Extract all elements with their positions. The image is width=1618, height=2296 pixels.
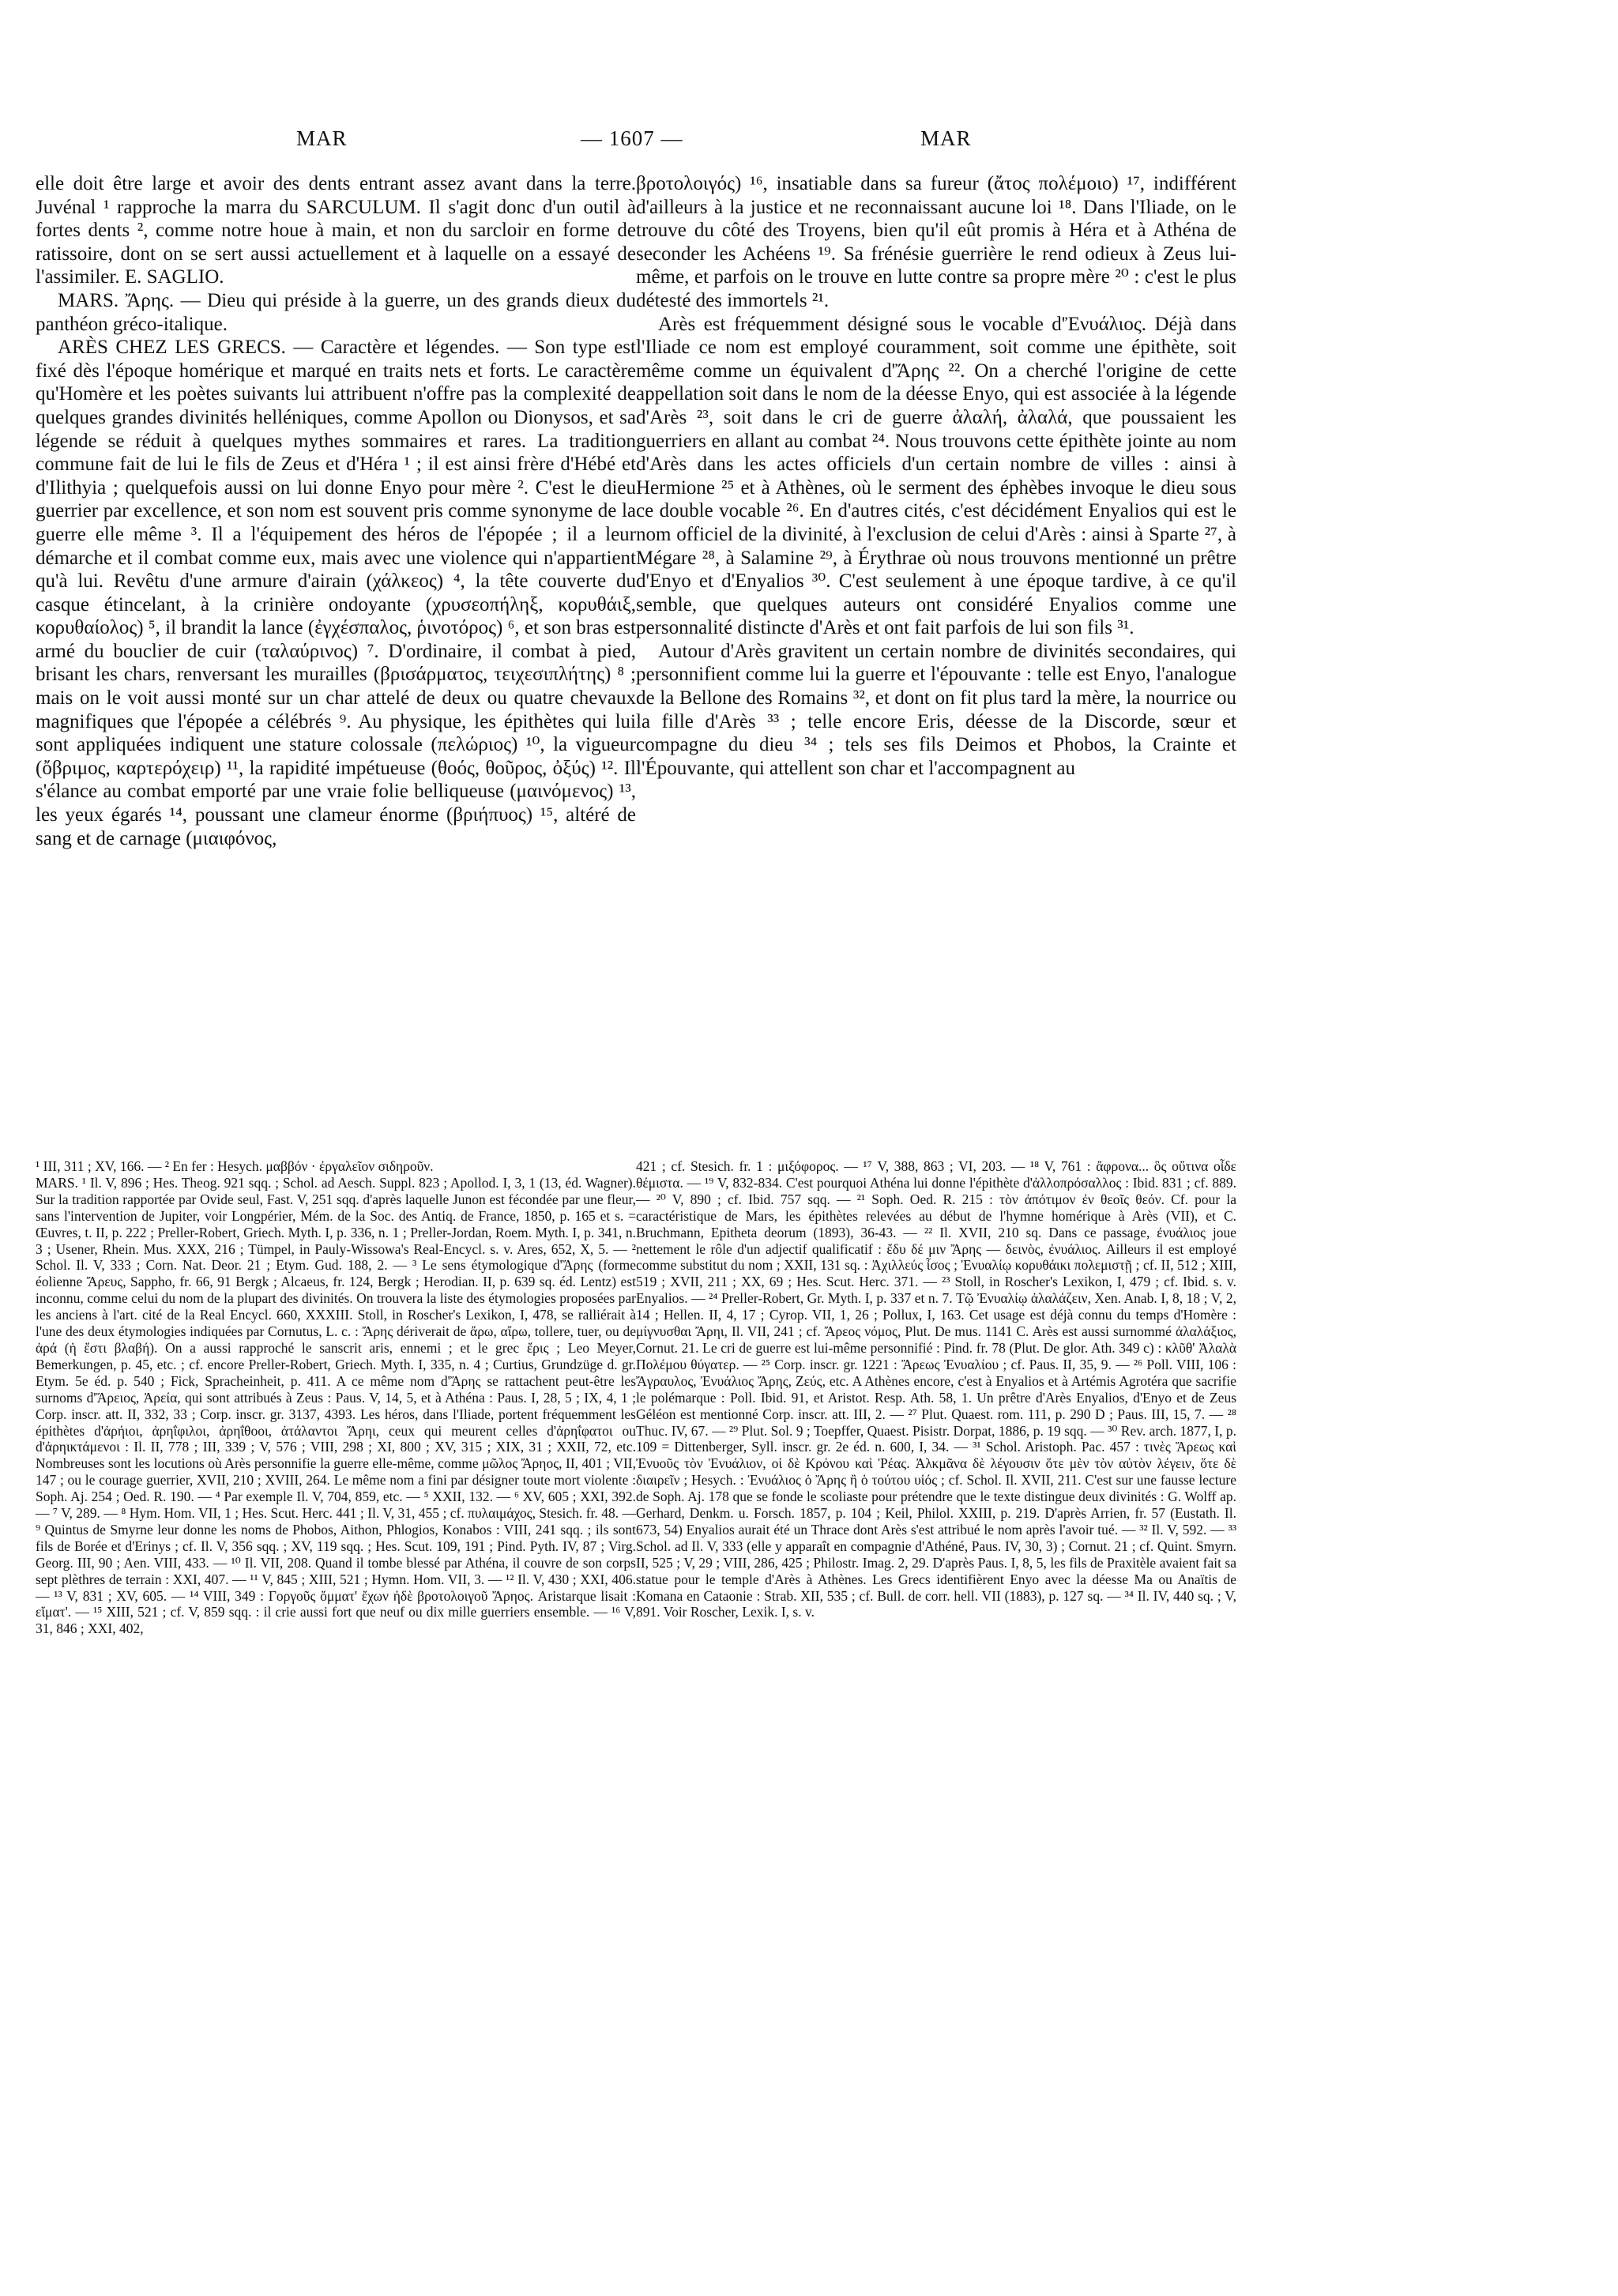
right-column — [636, 172, 1236, 780]
paragraph: elle doit être large et avoir des dents entrant assez avant dans la terre. Juvénal ¹ rapproche la marra du SARCULUM. Il s'agit donc d'un outil à fortes dents ², comme notre houe à main, et non du sarcloir en forme de ratissoire, dont on se sert aussi actuellement et à laquelle on a essayé de l'assimiler. E. SAGLIO. — [36, 173, 636, 288]
footnote: ¹ III, 311 ; XV, 166. — ² En fer : Hesych. μαββόν · ἐργαλεῖον σιδηροῦν. — [36, 1158, 434, 1174]
footnote: 421 ; cf. Stesich. fr. 1 : μιξόφορος. — ¹⁷ V, 388, 863 ; VI, 203. — ¹⁸ V, 761 : ἄφρονα... ὃς οὔτινα οἶδε θέμιστα. — ¹⁹ V, 832-834. C'est pourquoi Athéna lui donne l'épithète d'ἀλλοπρόσαλλος : Ibid. 831 ; cf. 889. — ²⁰ V, 890 ; cf. Ibid. 757 sqq. — ²¹ Soph. Oed. R. 215 : τὸν ἀπότιμον ἐν θεοῖς θεόν. Cf. pour la caractéristique de Mars, les épithètes relevées au début de l'hymne homérique à Arès (VII), et C. Bruchmann, Epitheta deorum (1893), 36-43. — ²² Il. XVII, 210 sq. Dans ce passage, ἐνυάλιος joue nettement le rôle d'un adjectif qualificatif : ἔδυ δέ μιν Ἄρης — δεινὸς, ἐνυάλιος. Ailleurs il est employé comme substitut du nom ; XXII, 131 sq. : Ἀχιλλεύς ἶσος ; Ἐνυαλίῳ κορυθάικι πολεμιστῇ ; cf. II, 512 ; XIII, 519 ; XVII, 211 ; XX, 69 ; Hes. Scut. Herc. 371. — ²³ Stoll, in Roscher's Lexikon, I, 479 ; cf. Ibid. s. v. Enyalios. — ²⁴ Preller-Robert, Gr. Myth. I, p. 337 et n. 7. Τῷ Ἐνυαλίῳ ἀλαλάζειν, Xen. Anab. I, 8, 18 ; V, 2, 14 ; Hellen. II, 4, 17 ; Cyrop. VII, 1, 26 ; Pollux, I, 163. Cet usage est déjà connu du temps d'Homère : μίγνυσθαι Ἄρηι, Il. VII, 241 ; cf. Ἄρεος νόμος, Plut. De mus. 1141 C. Arès est aussi surnommé ἀλαλάξιος, Cornut. 21. Le cri de guerre est lui-même personnifié : Pind. fr. 78 (Plut. De glor. Ath. 349 c) : κλῦθ' Ἀλαλὰ Πολέμου θύγατερ. — ²⁵ Corp. inscr. gr. 1221 : Ἄρεως Ἐνυαλίου ; cf. Paus. II, 35, 9. — ²⁶ Poll. VIII, 106 : Ἄγραυλος, Ἐνυάλιος Ἄρης, Ζεύς, etc. A Athènes encore, c'est à Enyalios et à Artémis Agrotéra que sacrifie le polémarque : Poll. Ibid. 91, et Aristot. Resp. Ath. 58, 1. Un prêtre d'Arès Enyalios, d'Enyo et de Zeus Géléon est mentionné Corp. inscr. att. III, 2. — ²⁷ Plut. Quaest. rom. 111, p. 290 D ; Paus. III, 15, 7. — ²⁸ Thuc. IV, 67. — ²⁹ Plut. Sol. 9 ; Toepffer, Quaest. Pisistr. Dorpat, 1886, p. 19 sqq. — ³⁰ Rev. arch. 1877, I, p. 109 = Dittenberger, Syll. inscr. gr. 2e éd. n. 600, I, 34. — ³¹ Schol. Aristoph. Pac. 457 : τινὲς Ἄρεως καὶ Ἐνυοῦς τὸν Ἐνυάλιον, οἱ δὲ Κρόνου καὶ Ῥέας. Ἀλκμᾶνα δὲ λέγουσιν ὅτε μὲν τὸν αὐτὸν λέγειν, ὅτε δὲ διαιρεῖν ; Hesych. : Ἐνυάλιος ὁ Ἄρης ἢ ὁ τούτου υἱός ; cf. Schol. Il. XVII, 211. C'est sur une fausse lecture de Soph. Aj. 178 que se fonde le scoliaste pour prétendre que le texte distingue deux divinités : G. Wolff ap. Gerhard, Denkm. u. Forsch. 1857, p. 104 ; Keil, Philol. XXIII, p. 219. D'après Arrien, fr. 57 (Eustath. Il. 673, 54) Enyalios aurait été un Thrace dont Arès s'est attribué le nom après l'avoir tué. — ³² Il. V, 592. — ³³ Schol. ad Il. V, 333 (elle y apparaît en compagnie d'Athéné, Paus. IV, 30, 3) ; Cornut. 21 ; cf. Quint. Smyrn. II, 525 ; V, 29 ; VIII, 286, 425 ; Philostr. Imag. 2, 29. D'après Paus. I, 8, 5, les fils de Praxitèle avaient fait sa statue pour le temple d'Arès à Athènes. Les Grecs identifièrent Enyo avec la déesse Ma ou Anaïtis de Komana en Cataonie : Strab. XII, 535 ; cf. Bull. de corr. hell. VII (1883), p. 127 sq. — ³⁴ Il. IV, 440 sq. ; V, 891. Voir Roscher, Lexik. I, s. v. — [636, 1158, 1236, 1620]
left-column — [36, 172, 636, 850]
paragraph: βροτολοιγός) ¹⁶, insatiable dans sa fureur (ἄτος πολέμοιο) ¹⁷, indifférent d'ailleurs à la justice et ne reconnaissant aucune loi ¹⁸. Dans l'Iliade, on le trouve du côté des Troyens, bien qu'il eût promis à Héra et à Athéna de seconder les Achéens ¹⁹. Sa frénésie guerrière le rend odieux à Zeus lui-même, et parfois on le trouve en lutte contre sa propre mère ²⁰ : c'est le plus détesté des immortels ²¹. — [636, 173, 1236, 311]
footnotes-right — [636, 1158, 1236, 1620]
footnote: MARS. ¹ Il. V, 896 ; Hes. Theog. 921 sqq. ; Schol. ad Aesch. Suppl. 823 ; Apollod. I, 3, 1 (13, éd. Wagner). Sur la tradition rapportée par Ovide seul, Fast. V, 251 sqq. d'après laquelle Junon est fécondée par une fleur, sans l'intervention de Jupiter, voir Longpérier, Mém. de la Soc. des Antiq. de France, 1850, p. 165 et s. = Œuvres, t. II, p. 222 ; Preller-Robert, Griech. Myth. I, p. 336, n. 1 ; Preller-Jordan, Roem. Myth. I, p. 341, n. 3 ; Usener, Rhein. Mus. XXX, 216 ; Tümpel, in Pauly-Wissowa's Real-Encycl. s. v. Ares, 652, X, 5. — ² Schol. Il. V, 333 ; Corn. Nat. Deor. 21 ; Etym. Gud. 188, 2. — ³ Le sens étymologique d'Ἄρης (forme éolienne Ἄρευς, Sappho, fr. 66, 91 Bergk ; Alcaeus, fr. 124, Bergk ; Herodian. II, p. 639 sq. éd. Lentz) est inconnu, comme celui du nom de la plupart des divinités. On trouvera la liste des étymologies proposées par les anciens à l'art. cité de la Real Encycl. 660, XXXIII. Stoll, in Roscher's Lexikon, I, 478, se ralliérait à l'une des deux étymologies indiquées par Cornutus, L. c. : Ἄρης dériverait de ἄρω, αἴρω, tollere, tuer, ou de ἀρά (ἡ ἔστι βλαβή). On a aussi rapproché le sanscrit aris, ennemi ; et le grec ἔρις ; Leo Meyer, Bemerkungen, p. 45, etc. ; cf. encore Preller-Robert, Griech. Myth. I, 335, n. 4 ; Curtius, Grundzüge d. gr. Etym. 5e éd. p. 540 ; Fick, Spracheinheit, p. 411. A ce même nom d'Ἄρης se rattachent peut-être les surnoms d'Ἄρειος, Ἀρεία, qui sont attribués à Zeus : Paus. V, 14, 5, et à Athéna : Paus. I, 28, 5 ; IX, 4, 1 ; Corp. inscr. att. II, 332, 33 ; Corp. inscr. gr. 3137, 4393. Les héros, dans l'Iliade, portent fréquemment les épithètes d'ἀρήιοι, ἀρηΐφιλοι, ἀρηΐθοοι, ἀτάλαντοι Ἄρηι, ceux qui meurent celles d'ἀρηΐφατοι ou d'ἀρηικτάμενοι : Il. II, 778 ; III, 339 ; V, 576 ; VIII, 298 ; XI, 800 ; XV, 315 ; XIX, 31 ; XXII, 72, etc. Nombreuses sont les locutions où Arès personnifie la guerre elle-même, comme μῶλος Ἄρηος, II, 401 ; VII, 147 ; ou le courage guerrier, XVII, 210 ; XVIII, 264. Le même nom a fini par désigner toute mort violente : Soph. Aj. 254 ; Oed. R. 190. — ⁴ Par exemple Il. V, 704, 859, etc. — ⁵ XXII, 132. — ⁶ XV, 605 ; XXI, 392. — ⁷ V, 289. — ⁸ Hym. Hom. VII, 1 ; Hes. Scut. Herc. 441 ; Il. V, 31, 455 ; cf. πυλαιμάχος, Stesich. fr. 48. — ⁹ Quintus de Smyrne leur donne les noms de Phobos, Aithon, Phlogios, Konabos : VIII, 241 sqq. ; ils sont fils de Borée et d'Erinys ; cf. Il. V, 356 sqq. ; XV, 119 sqq. ; Hes. Scut. 109, 191 ; Pind. Pyth. IV, 87 ; Virg. Georg. III, 90 ; Aen. VIII, 433. — ¹⁰ Il. VII, 208. Quand il tombe blessé par Athéna, il couvre de son corps sept plèthres de terrain : XXI, 407. — ¹¹ V, 845 ; XIII, 521 ; Hymn. Hom. VII, 3. — ¹² Il. V, 430 ; XXI, 406. — ¹³ V, 831 ; XV, 605. — ¹⁴ VIII, 349 : Γοργοῦς ὄμματ' ἔχων ἠδὲ βροτολοιγοῦ Ἄρηος. Aristarque lisait : εἴματ'. — ¹⁵ XIII, 521 ; cf. V, 859 sqq. : il crie aussi fort que neuf ou dix mille guerriers ensemble. — ¹⁶ V, 31, 846 ; XXI, 402, — [36, 1174, 636, 1637]
page-number: — 1607 — — [581, 126, 683, 150]
header-left: MAR — [296, 126, 348, 150]
footnotes-left — [36, 1158, 636, 1637]
paragraph: ARÈS CHEZ LES GRECS. — Caractère et légendes. — Son type est fixé dès l'époque homérique et marqué en traits nets et forts. Le caractère qu'Homère et les poètes suivants lui attribuent n'offre pas la complexité de quelques grandes divinités helléniques, comme Apollon ou Dionysos, et sa légende se réduit à quelques mythes sommaires et rares. La tradition commune fait de lui le fils de Zeus et d'Héra ¹ ; il est ainsi frère d'Hébé et d'Ilithyia ; quelquefois aussi on lui donne Enyo pour mère ². C'est le dieu guerrier par excellence, et son nom est souvent pris comme synonyme de la guerre elle même ³. Il a l'équipement des héros de l'épopée ; il a leur démarche et il combat comme eux, mais avec une violence qui n'appartient qu'à lui. Revêtu d'une armure d'airain (χάλκεος) ⁴, la tête couverte du casque étincelant, à la crinière ondoyante (χρυσεοπήληξ, κορυθάιξ, κορυθαίολος) ⁵, il brandit la lance (ἐγχέσπαλος, ῥινοτόρος) ⁶, et son bras est armé du bouclier de cuir (ταλαύρινος) ⁷. D'ordinaire, il combat à pied, brisant les chars, renversant les murailles (βρισάρματος, τειχεσιπλήτης) ⁸ ; mais on le voit aussi monté sur un char attelé de deux ou quatre chevaux magnifiques que l'épopée a célébrés ⁹. Au physique, les épithètes qui lui sont appliquées indiquent une stature colossale (πελώριος) ¹⁰, la vigueur (ὄβριμος, καρτερόχειρ) ¹¹, la rapidité impétueuse (θοός, θοῦρος, ὀξύς) ¹². Il s'élance au combat emporté par une vraie folie belliqueuse (μαινόμενος) ¹³, les yeux égarés ¹⁴, poussant une clameur énorme (βριήπυος) ¹⁵, altéré de sang et de carnage (μιαιφόνος, — [36, 337, 636, 849]
paragraph: Autour d'Arès gravitent un certain nombre de divinités secondaires, qui personnifient comme lui la guerre et l'épouvante : telle est Enyo, l'analogue de la Bellone des Romains ³², et dont on fit plus tard la mère, la nourrice ou la fille d'Arès ³³ ; telle encore Eris, déesse de la Discorde, sœur et compagne du dieu ³⁴ ; tels ses fils Deimos et Phobos, la Crainte et l'Épouvante, qui attellent son char et l'accompagnent au — [636, 640, 1236, 779]
paragraph: MARS. Ἄρης. — Dieu qui préside à la guerre, un des grands dieux du panthéon gréco-italique. — [36, 289, 636, 335]
header-right: MAR — [920, 126, 972, 150]
paragraph: Arès est fréquemment désigné sous le vocable d'Ἐνυάλιος. Déjà dans l'Iliade ce nom est employé couramment, soit comme une épithète, soit même comme un équivalent d'Ἄρης ²². On a cherché l'origine de cette appellation soit dans le nom de la déesse Enyo, qui est associée à la légende d'Arès ²³, soit dans le cri de guerre ἀλαλή, ἀλαλά, que poussaient les guerriers en allant au combat ²⁴. Nous trouvons cette épithète jointe au nom d'Arès dans les actes officiels d'un certain nombre de villes : ainsi à Hermione ²⁵ et à Athènes, où le serment des éphèbes invoque le dieu sous ce double vocable ²⁶. En d'autres cités, c'est décidément Enyalios qui est le nom officiel de la divinité, à l'exclusion de celui d'Arès : ainsi à Sparte ²⁷, à Mégare ²⁸, à Salamine ²⁹, à Érythrae où nous trouvons mentionné un prêtre d'Enyo et d'Enyalios ³⁰. C'est seulement à une époque tardive, à ce qu'il semble, que quelques auteurs ont considéré Enyalios comme une personnalité distincte d'Arès et ont fait parfois de lui son fils ³¹. — [636, 313, 1236, 639]
